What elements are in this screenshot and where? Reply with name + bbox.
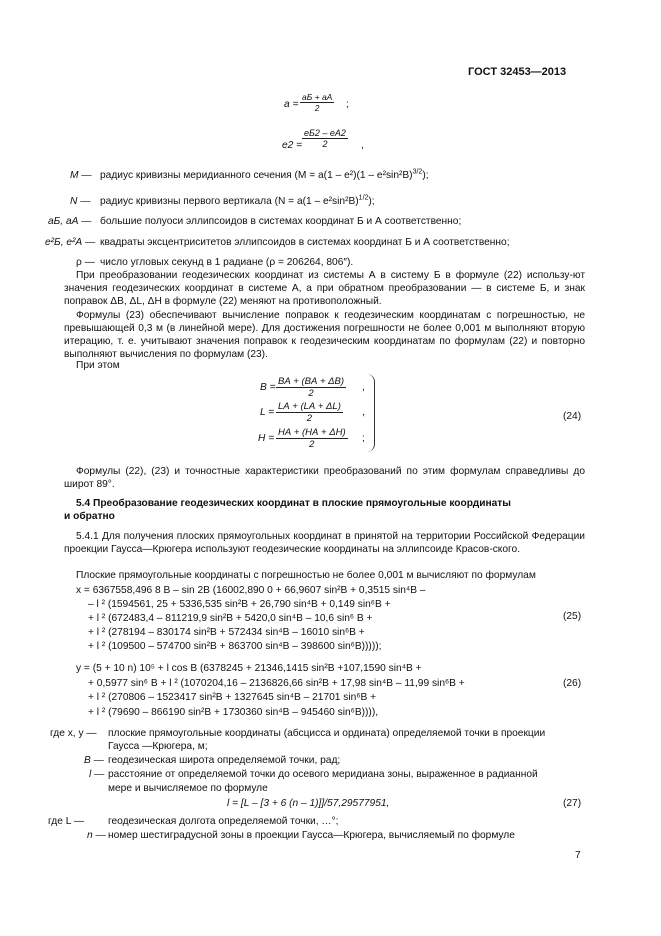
formula-e2-tail: ,	[361, 140, 364, 151]
paragraph-4: Формулы (22), (23) и точностные характеристики преобразований по этим формулам справедливы до широт 89°.	[64, 466, 585, 490]
eq24-tail-H: ;	[362, 433, 365, 444]
eq25-line-3: + l ² (672483,4 – 811219,9 sin²B + 5420,0 sin⁴B – 10,6 sin⁶ B +	[88, 613, 373, 624]
eq26-line-1: y = (5 + 10 n) 10⁵ + l cos B (6378245 + 21346,1415 sin²B +107,1590 sin⁴B +	[76, 663, 422, 674]
eq24-denominator-L: 2	[306, 413, 313, 424]
section-title-line1: 5.4 Преобразование геодезических координат в плоские прямоугольные координаты	[76, 498, 511, 509]
eq25-line-5: + l ² (109500 – 574700 sin²B + 863700 sin⁴B – 398600 sin⁶B)))));	[88, 641, 382, 652]
eq26-line-4: + l ² (79690 – 866190 sin²B + 1730360 sin⁴B – 945460 sin⁶B)))),	[88, 707, 379, 718]
where-symbol-L: где L —	[48, 816, 85, 827]
where-symbol-xy: где x, y —	[50, 728, 97, 739]
formula-a-tail: ;	[346, 99, 349, 110]
formula-a-lhs: a =	[284, 99, 299, 110]
paragraph-1: При преобразовании геодезических координат из системы А в систему Б в формуле (22) использу-ют значения геодезических координат в системе А, а при обратном преобразовании — в системе Б, и знак поправок ΔB, ΔL, ΔH в формуле (22) меняют на противоположный.	[64, 270, 585, 307]
eq24-lhs-L: L =	[260, 407, 275, 418]
def-symbol-e2: e²Б, e²А —	[45, 237, 96, 248]
formula-e2-fraction	[302, 128, 348, 149]
eq24-brace	[366, 374, 375, 452]
def-text-M-body: радиус кривизны меридианного сечения (M = a(1 – e²)(1 – e²sin²B)	[100, 170, 413, 181]
where-text-B: геодезическая широта определяемой точки, рад;	[108, 755, 341, 766]
eq26-line-2: + 0,5977 sin⁶ B + l ² (1070204,16 – 2136826,66 sin²B + 17,98 sin⁴B – 11,99 sin⁶B +	[88, 678, 465, 689]
where-symbol-l: l —	[89, 769, 105, 780]
def-text-M-tail: );	[422, 170, 429, 181]
eq24-fraction-B	[276, 376, 346, 399]
def-text-N	[100, 196, 375, 207]
def-symbol-a: aБ, aА —	[48, 216, 92, 227]
eq24-fraction-H	[276, 427, 348, 450]
def-text-e2: квадраты эксцентриситетов эллипсоидов в системах координат Б и А соответственно;	[100, 237, 510, 248]
eq24-tail-L: ,	[362, 407, 365, 418]
document-header: ГОСТ 32453—2013	[468, 66, 567, 78]
eq24-fraction-L	[276, 401, 343, 424]
eq25-line-2: – l ² (1594561, 25 + 5336,535 sin²B + 26,790 sin⁴B + 0,149 sin⁶B +	[88, 599, 391, 610]
def-text-N-tail: );	[368, 196, 375, 207]
formula-e2-lhs: e2 =	[282, 140, 303, 151]
eq24-lhs-B: B =	[260, 382, 276, 393]
where-text-xy-2: Гаусса —Крюгера, м;	[108, 741, 208, 752]
eq25-number: (25)	[563, 611, 582, 622]
formula-a-denominator: 2	[314, 103, 320, 113]
page-number: 7	[575, 850, 581, 861]
where-text-L: геодезическая долгота определяемой точки, …°;	[108, 816, 339, 827]
eq24-numerator-L: LА + (LА + ΔL)	[278, 401, 341, 412]
eq25-line-1: x = 6367558,496 8 B – sin 2B (16002,890 0 + 66,9607 sin²B + 0,3515 sin⁴B –	[76, 585, 426, 596]
eq25-line-4: + l ² (278194 – 830174 sin²B + 572434 sin⁴B – 16010 sin⁶B +	[88, 627, 365, 638]
paragraph-5: 5.4.1 Для получения плоских прямоугольных координат в принятой на территории Российской Федерации проекции Гаусса—Крюгера используют геодезические координаты на эллипсоиде Красов-ского.	[64, 531, 585, 555]
eq24-lhs-H: H =	[258, 433, 275, 444]
eq24-denominator-B: 2	[308, 388, 314, 399]
where-symbol-n: n —	[87, 830, 106, 841]
where-text-l-1: расстояние от определяемой точки до осевого меридиана зоны, выраженное в радианной	[108, 769, 538, 780]
eq24-numerator-H: HА + (HА + ΔH)	[278, 427, 346, 438]
def-text-M-exponent: 3/2	[412, 168, 423, 176]
formula-e2-numerator: eБ2 – eА2	[304, 128, 346, 138]
where-text-n: номер шестиградусной зоны в проекции Гаусса—Крюгера, вычисляемый по формуле	[108, 830, 515, 841]
def-symbol-N: N —	[70, 196, 91, 207]
formula-e2-denominator: 2	[322, 139, 328, 149]
eq24-denominator-H: 2	[309, 439, 315, 450]
eq24-tail-B: ,	[362, 382, 365, 393]
eq24-numerator-B: BА + (BА + ΔB)	[278, 376, 345, 387]
def-text-M	[100, 170, 429, 181]
formula-a-fraction	[300, 92, 334, 113]
eq26-number: (26)	[563, 678, 582, 689]
section-title-line2: и обратно	[64, 511, 115, 522]
where-text-l-2: мере и вычисляемое по формуле	[108, 783, 268, 794]
paragraph-2: Формулы (23) обеспечивают вычисление поправок к геодезическим координатам с погрешностью, не превышающей 0,3 м (в линейной мере). Для достижения погрешности не более 0,001 м выполняют вторую итерацию, т. е. учитывают значения поправок к геодезическим координатам по формулам (22) и повторно выполняют вычисления по формулам (23).	[64, 310, 585, 360]
eq24-number: (24)	[563, 411, 582, 422]
def-symbol-M: M —	[70, 170, 92, 181]
formula-a-numerator: aБ + aА	[302, 92, 333, 102]
where-text-xy-1: плоские прямоугольные координаты (абсцисса и ордината) определяемой точки в проекции	[108, 728, 546, 739]
where-symbol-B: B —	[84, 755, 104, 766]
eq27-number: (27)	[563, 798, 582, 809]
def-text-N-body: радиус кривизны первого вертикала (N = a(1 – e²sin²B)	[100, 196, 359, 207]
paragraph-6: Плоские прямоугольные координаты с погрешностью не более 0,001 м вычисляют по формулам	[76, 570, 536, 581]
def-symbol-rho: ρ —	[76, 257, 95, 268]
def-text-rho: число угловых секунд в 1 радиане (ρ = 206264, 806″).	[100, 257, 354, 268]
def-text-a: большие полуоси эллипсоидов в системах координат Б и А соответственно;	[100, 216, 462, 227]
eq27-formula: l = [L – [3 + 6 (n – 1)]]/57,29577951,	[227, 798, 390, 809]
eq26-line-3: + l ² (270806 – 1523417 sin²B + 1327645 sin⁴B – 21701 sin⁶B +	[88, 692, 377, 703]
def-text-N-exponent: 1/2	[358, 194, 369, 202]
paragraph-3: При этом	[76, 360, 120, 371]
